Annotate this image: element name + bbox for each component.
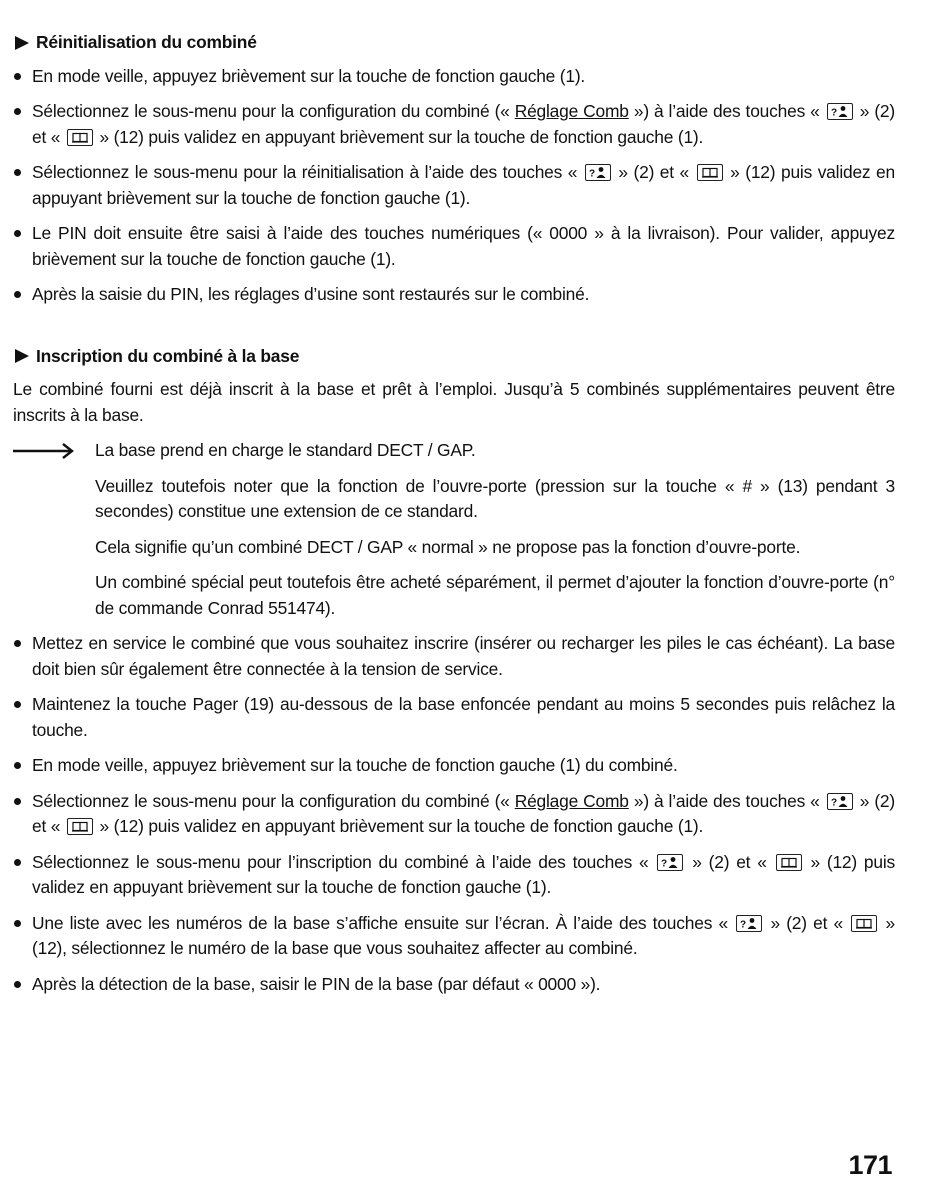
text-run: Sélectionnez le sous-menu pour l’inscription du combiné à l’aide des touches « — [32, 851, 656, 872]
bullet-icon — [14, 762, 21, 769]
list-item — [13, 789, 895, 840]
list-item-text: Maintenez la touche Pager (19) au-dessous de la base enfoncée pendant au moins 5 secondes puis relâchez la touche. — [32, 694, 895, 740]
bullet-icon — [14, 798, 21, 805]
list-item — [13, 282, 895, 308]
text-run: » (12) puis validez en appuyant brièvement sur la touche de fonction gauche (1). — [32, 162, 895, 208]
svg-text:?: ? — [588, 168, 595, 180]
bullet-icon — [14, 108, 21, 115]
bullet-icon — [14, 859, 21, 866]
page-number: 171 — [848, 1150, 892, 1180]
text-run: » (12) puis validez en appuyant brièvement sur la touche de fonction gauche (1). — [94, 126, 704, 147]
bullet-icon — [14, 169, 21, 176]
text-run: Sélectionnez le sous-menu pour la réinitialisation à l’aide des touches « — [32, 162, 583, 182]
text-run: » (2) et « — [685, 851, 774, 872]
list-item-text: En mode veille, appuyez brièvement sur la touche de fonction gauche (1) du combiné. — [32, 755, 678, 775]
list-item-text: Après la saisie du PIN, les réglages d’usine sont restaurés sur le combiné. — [32, 284, 590, 304]
section-title: Inscription du combiné à la base — [36, 345, 300, 366]
list-item — [13, 221, 895, 272]
bullet-icon — [14, 920, 21, 927]
text-run: » (12) puis validez en appuyant brièvement sur la touche de fonction gauche (1). — [94, 816, 704, 836]
text-run: ») à l’aide des touches « — [628, 790, 825, 811]
bullet-icon — [14, 701, 21, 708]
phonebook-key-icon — [697, 164, 723, 181]
note-paragraph: Un combiné spécial peut toutefois être acheté séparément, il permet d’ajouter la fonction d’ouvre-porte (n° de commande Conrad 551474). — [95, 572, 895, 618]
note-block — [13, 438, 895, 621]
svg-text:?: ? — [661, 858, 668, 869]
person-query-key-icon — [657, 854, 683, 871]
list-item-text: Mettez en service le combiné que vous souhaitez inscrire (insérer ou recharger les piles le cas échéant). La base doit bien sûr également être connectée à la tension de service. — [32, 633, 895, 679]
text-run: » (12) puis validez en appuyant brièvement sur la touche de fonction gauche (1). — [32, 851, 895, 897]
list-item — [13, 911, 895, 962]
note-paragraph: La base prend en charge le standard DECT / GAP. — [95, 440, 476, 460]
list-item-text: En mode veille, appuyez brièvement sur la touche de fonction gauche (1). — [32, 65, 586, 86]
bullet-icon — [14, 981, 21, 988]
bullet-icon — [14, 640, 21, 647]
list-item — [13, 753, 895, 779]
menu-name-reglage-comb: Réglage Comb — [514, 101, 629, 121]
note-paragraph: Cela signifie qu’un combiné DECT / GAP « normal » ne propose pas la fonction d’ouvre-porte. — [95, 536, 801, 557]
phonebook-key-icon — [776, 854, 802, 871]
list-item — [13, 972, 895, 998]
list-item — [13, 692, 895, 743]
intro-paragraph: Le combiné fourni est déjà inscrit à la base et prêt à l’emploi. Jusqu’à 5 combinés supplémentaires peuvent être inscrits à la base. — [13, 379, 895, 425]
text-run: » (12), sélectionnez le numéro de la base que vous souhaitez affecter au combiné. — [32, 912, 895, 958]
phonebook-key-icon — [851, 915, 877, 932]
list-item — [13, 64, 895, 90]
text-run: Sélectionnez le sous-menu pour la configuration du combiné (« — [32, 101, 515, 121]
text-run: » (2) et « — [32, 101, 895, 147]
note-paragraph: Veuillez toutefois noter que la fonction de l’ouvre-porte (pression sur la touche « # » (13) pendant 3 secondes) constitue une extension de ce standard. — [95, 475, 895, 521]
text-run: » (2) et « — [32, 790, 895, 836]
text-run: Sélectionnez le sous-menu pour la configuration du combiné (« — [32, 790, 515, 811]
section-heading-registration — [13, 344, 895, 370]
list-item — [13, 160, 895, 211]
bullet-icon — [14, 291, 21, 298]
section-title: Réinitialisation du combiné — [36, 32, 257, 52]
text-run: Une liste avec les numéros de la base s’affiche ensuite sur l’écran. À l’aide des touches « — [32, 912, 735, 933]
section-spacer — [13, 318, 895, 344]
list-item-text: Après la détection de la base, saisir le PIN de la base (par défaut « 0000 »). — [32, 973, 601, 994]
section-heading-reset — [13, 30, 895, 56]
person-query-key-icon — [736, 915, 762, 932]
svg-text:?: ? — [830, 797, 837, 808]
phonebook-key-icon — [67, 129, 93, 146]
list-item — [13, 99, 895, 150]
long-arrow-right-icon — [13, 442, 75, 460]
svg-text:?: ? — [740, 919, 747, 930]
person-query-key-icon — [827, 103, 853, 120]
text-run: » (2) et « — [612, 162, 695, 182]
svg-text:?: ? — [830, 107, 837, 119]
page-content — [13, 30, 895, 1007]
triangle-right-icon — [15, 349, 29, 363]
text-run: » (2) et « — [764, 912, 850, 933]
bullet-icon — [14, 73, 21, 80]
text-run: ») à l’aide des touches « — [628, 101, 825, 121]
triangle-right-icon — [15, 36, 29, 50]
menu-name-reglage-comb: Réglage Comb — [514, 790, 629, 811]
list-item — [13, 631, 895, 682]
person-query-key-icon — [827, 793, 853, 810]
bullet-icon — [14, 230, 21, 237]
phonebook-key-icon — [67, 818, 93, 835]
list-item — [13, 850, 895, 901]
list-item-text: Le PIN doit ensuite être saisi à l’aide des touches numériques (« 0000 » à la livraison). Pour valider, appuyez brièvement sur la touche de fonction gauche (1). — [32, 223, 895, 269]
person-query-key-icon — [585, 164, 611, 181]
